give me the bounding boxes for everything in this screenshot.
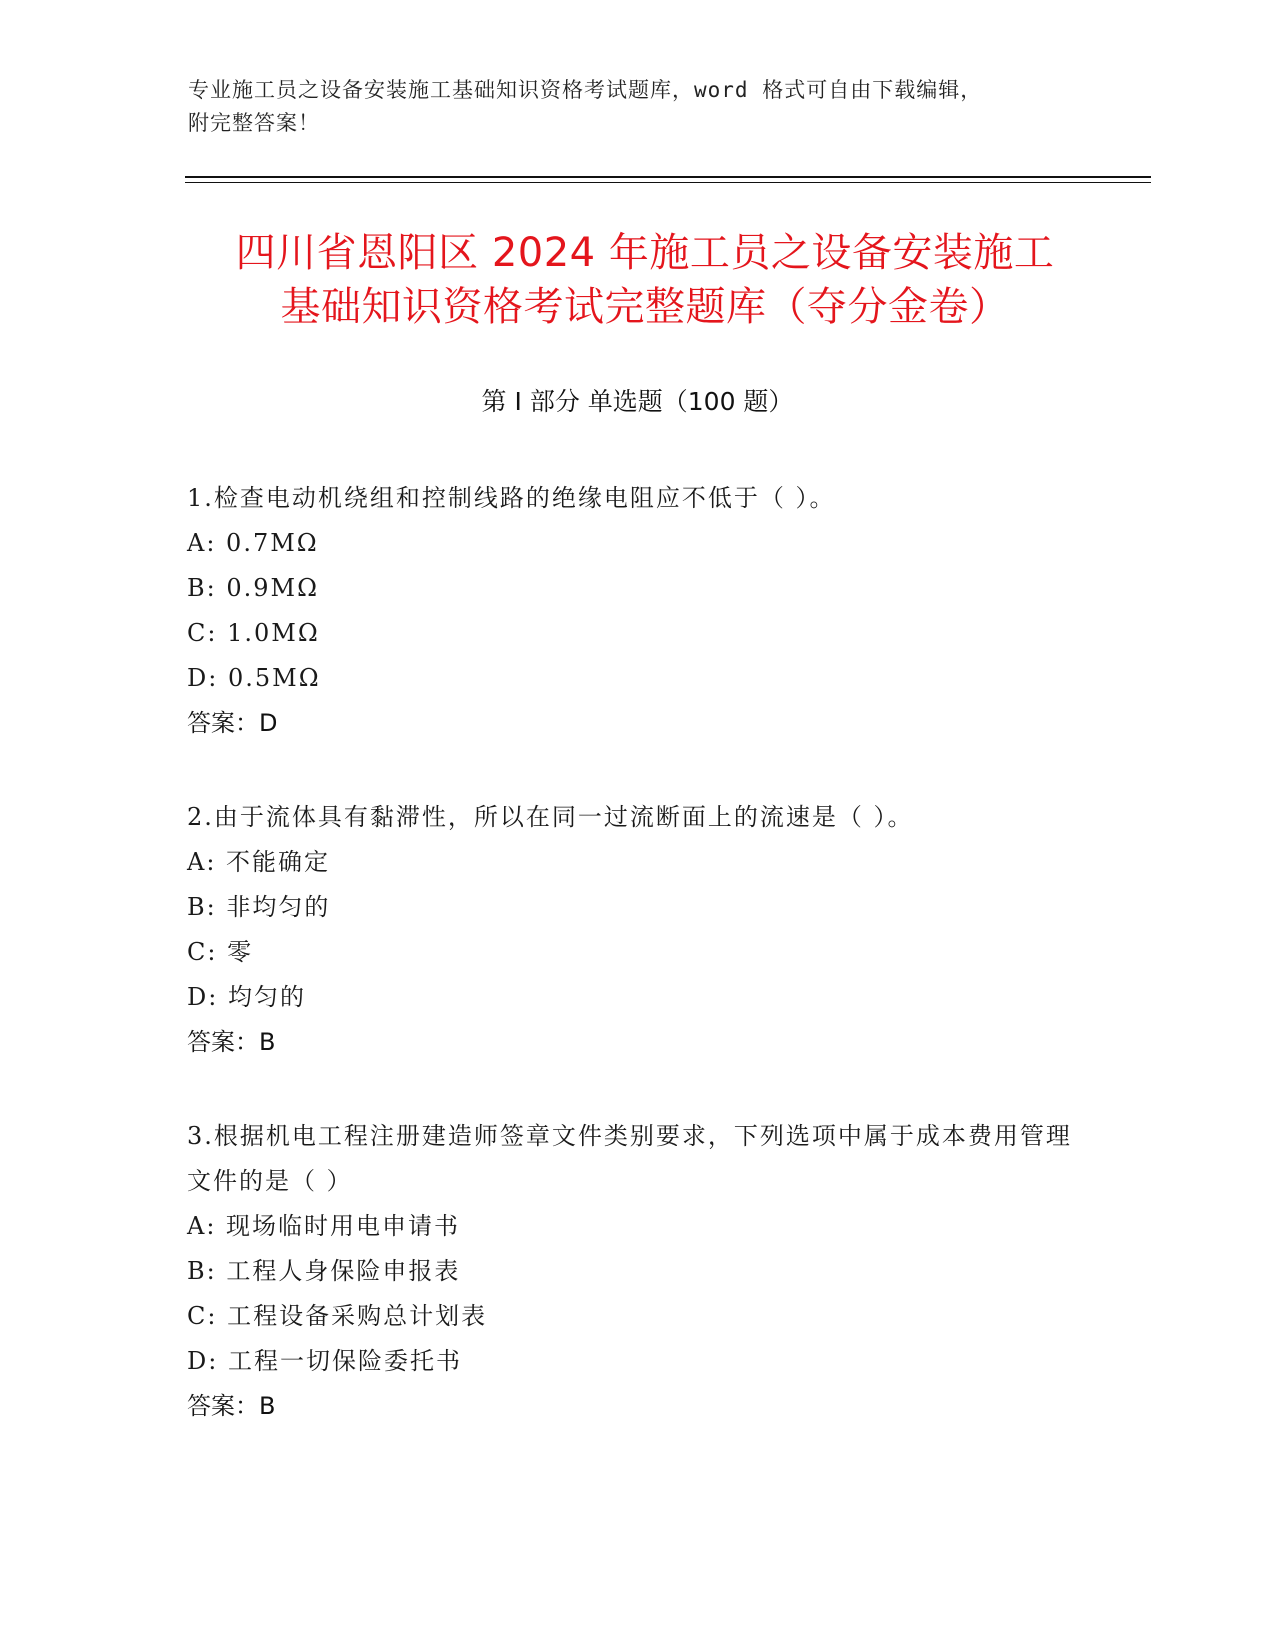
option-b: B: 0.9MΩ bbox=[187, 574, 319, 602]
option-c: C: 零 bbox=[187, 938, 254, 966]
option-b: B: 非均匀的 bbox=[187, 893, 331, 921]
option-a: A: 不能确定 bbox=[187, 848, 331, 876]
question-3 bbox=[187, 1114, 1087, 1429]
section-heading: 第 I 部分 单选题（100 题） bbox=[481, 387, 794, 416]
option-d: D: 0.5MΩ bbox=[187, 664, 321, 692]
header-note-line1: 专业施工员之设备安装施工基础知识资格考试题库，word 格式可自由下载编辑， bbox=[188, 78, 983, 102]
document-title-line1: 四川省恩阳区 2024 年施工员之设备安装施工 bbox=[235, 230, 1055, 276]
option-c: C: 1.0MΩ bbox=[187, 619, 320, 647]
option-c: C: 工程设备采购总计划表 bbox=[187, 1302, 488, 1330]
document-title-line2: 基础知识资格考试完整题库（夺分金卷） bbox=[280, 284, 1010, 330]
question-2 bbox=[187, 795, 1087, 1065]
option-a: A: 0.7MΩ bbox=[187, 529, 319, 557]
header-divider-thin bbox=[185, 182, 1151, 183]
header-divider-thick bbox=[185, 176, 1151, 178]
question-stem: 3.根据机电工程注册建造师签章文件类别要求，下列选项中属于成本费用管理文件的是（ ） bbox=[187, 1122, 1072, 1195]
question-1 bbox=[187, 476, 1087, 746]
option-d: D: 工程一切保险委托书 bbox=[187, 1347, 462, 1375]
answer: 答案：D bbox=[187, 709, 278, 737]
option-b: B: 工程人身保险申报表 bbox=[187, 1257, 461, 1285]
question-list bbox=[187, 476, 1087, 1478]
question-stem: 2.由于流体具有黏滞性，所以在同一过流断面上的流速是（ ）。 bbox=[187, 803, 914, 831]
document-title bbox=[185, 226, 1105, 334]
question-stem: 1.检查电动机绕组和控制线路的绝缘电阻应不低于（ ）。 bbox=[187, 484, 836, 512]
option-d: D: 均匀的 bbox=[187, 983, 306, 1011]
answer: 答案：B bbox=[187, 1392, 276, 1420]
header-note bbox=[188, 74, 1068, 140]
header-note-line2: 附完整答案！ bbox=[188, 111, 320, 135]
answer: 答案：B bbox=[187, 1028, 276, 1056]
option-a: A: 现场临时用电申请书 bbox=[187, 1212, 461, 1240]
